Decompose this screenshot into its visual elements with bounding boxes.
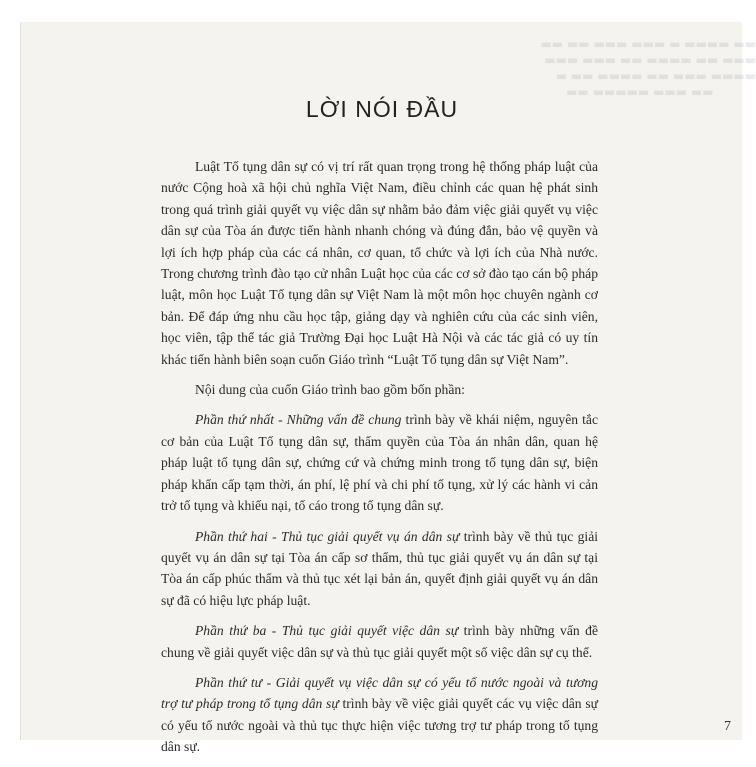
show-through-text: ▬▬ ▬▬▬▬ ▬ ▬▬▬ ▬▬▬ ▬▬ ▬▬ ▬▬▬ ▬▬ ▬▬▬▬ ▬▬ ▬▬▬ ▬▬▬ ▬▬▬▬ ▬▬▬ ▬▬ ▬▬▬▬ ▬▬ ▬ ▬▬ ▬▬▬ ▬▬▬▬▬ ▬▬ [540, 37, 756, 99]
paragraph-3-lead: Phần thứ nhất - Những vấn đề chung [195, 412, 402, 428]
paragraph-4 [161, 526, 598, 612]
book-page [20, 22, 756, 755]
paragraph-4-text: trình bày về thủ tục giải quyết vụ án dân sự tại Tòa án cấp sơ thẩm, thủ tục giải quyết vụ án dân sự tại Tòa án cấp phúc thẩm và thủ tục xét lại bản án, quyết định giải quyết vụ án dân sự đã có hiệu lực pháp luật. [161, 528, 599, 608]
page-title: LỜI NÓI ĐẦU [305, 96, 459, 122]
paragraph-3-text: trình bày về khái niệm, nguyên tắc cơ bản của Luật Tố tụng dân sự, thẩm quyền của Tòa án nhân dân, quan hệ pháp luật tố tụng dân sự, chứng cứ và chứng minh trong tố tụng dân sự, biện pháp khẩn cấp tạm thời, án phí, lệ phí và chi phí tố tụng, xử lý các hành vi cản trở tố tụng và khiếu nại, tố cáo trong tố tụng dân sự. [161, 412, 598, 514]
paragraph-5 [161, 620, 598, 663]
paragraph-5-lead: Phần thứ ba - Thủ tục giải quyết việc dân sự [195, 623, 459, 639]
paragraph-5-text: trình bày những vấn đề chung về giải quyết việc dân sự và thủ tục giải quyết một số việc dân sự cụ thể. [161, 623, 599, 660]
paragraph-1 [161, 156, 598, 370]
paragraph-6 [161, 672, 598, 758]
paragraph-2 [161, 379, 598, 400]
paragraph-6-text: trình bày về việc giải quyết các vụ việc dân sự có yếu tố nước ngoài và thủ tục thực hiện việc tương trợ tư pháp trong tố tụng dân sự. [161, 696, 598, 755]
paragraph-1-text: Luật Tố tụng dân sự có vị trí rất quan trọng trong hệ thống pháp luật của nước Cộng hoà xã hội chủ nghĩa Việt Nam, điều chỉnh các quan hệ phát sinh trong quá trình giải quyết vụ việc dân sự nhằm bảo đảm việc giải quyết vụ việc dân sự của Tòa án được tiến hành nhanh chóng và đúng đắn, bảo vệ quyền và lợi ích hợp pháp của các cá nhân, cơ quan, tổ chức và lợi ích của Nhà nước. Trong chương trình đào tạo cử nhân Luật học của các cơ sở đào tạo cán bộ pháp luật, môn học Luật Tố tụng dân sự Việt Nam là một môn học chuyên ngành cơ bản. Để đáp ứng nhu cầu học tập, giảng dạy và nghiên cứu của các sinh viên, học viên, tập thể tác giả Trường Đại học Luật Hà Nội và các tác giả có uy tín khác tiến hành biên soạn cuốn Giáo trình “Luật Tố tụng dân sự Việt Nam”. [161, 159, 598, 367]
paragraph-2-text: Nội dung của cuốn Giáo trình bao gồm bốn phần: [195, 382, 465, 398]
paragraph-4-lead: Phần thứ hai - Thủ tục giải quyết vụ án dân sự [195, 528, 460, 544]
paragraph-3 [161, 409, 598, 516]
preface-body [161, 156, 598, 767]
paragraph-6-lead: Phần thứ tư - Giải quyết vụ việc dân sự có yếu tố nước ngoài và tương trợ tư pháp trong tố tụng dân sự [161, 674, 598, 712]
page-number: 7 [724, 719, 731, 734]
